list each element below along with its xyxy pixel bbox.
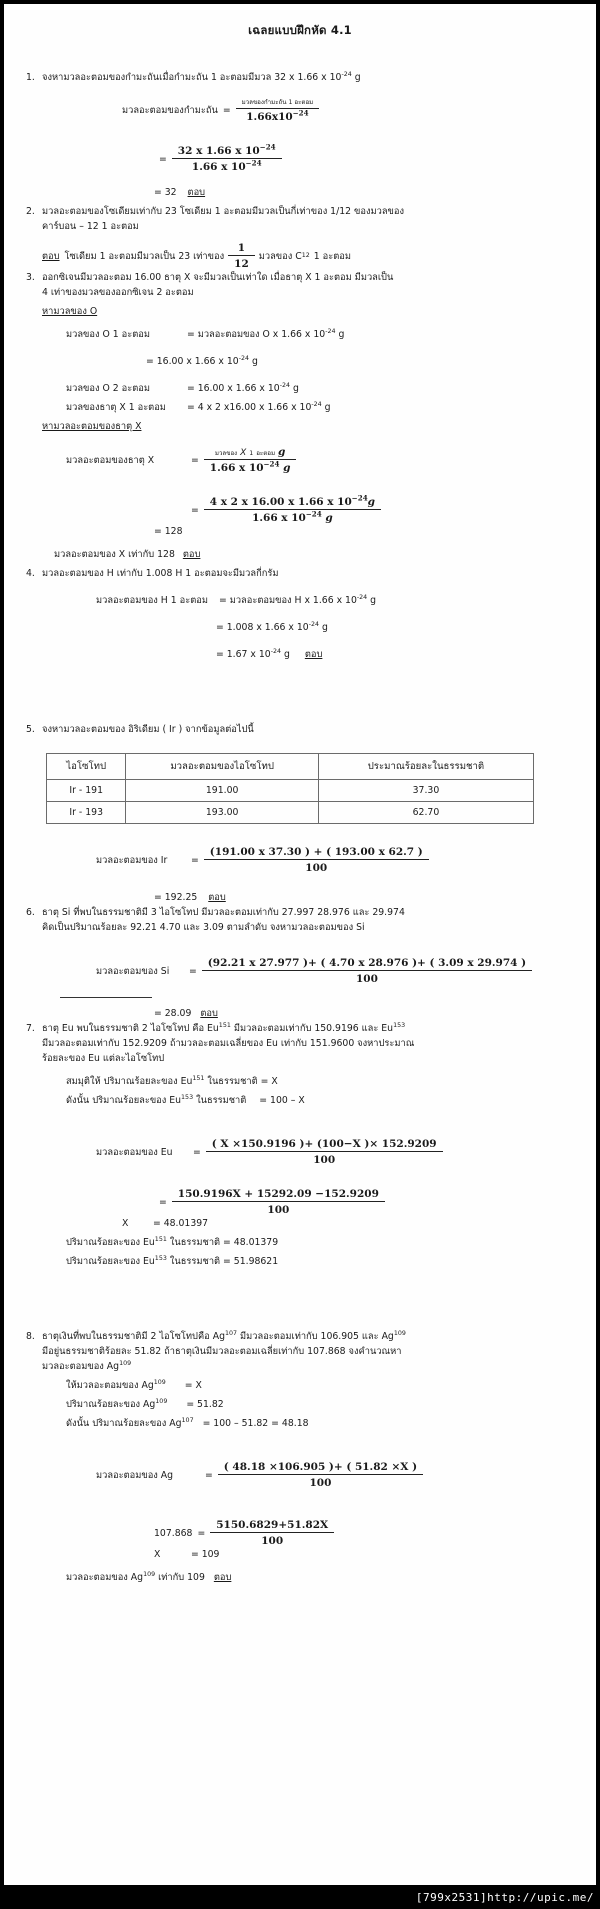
problem-1-equation-2	[4, 142, 596, 173]
answer-label: ตอบ	[200, 1008, 218, 1019]
fraction	[202, 957, 532, 985]
cell-isotope: Ir - 191	[47, 780, 126, 802]
fraction-numerator: (191.00 x 37.30 ) + ( 193.00 x 62.7 )	[204, 846, 429, 860]
problem-8-equation-1	[4, 1461, 596, 1489]
table-row	[47, 780, 534, 802]
fraction-numerator: 150.9196X + 15292.09 −152.9209	[172, 1188, 385, 1202]
problem-7-x-value: X = 48.01397	[122, 1218, 209, 1229]
problem-item-8	[4, 1329, 596, 1585]
cell-abundance: 62.70	[318, 802, 533, 824]
equals-sign: =	[222, 104, 231, 116]
equals-sign: =	[191, 454, 199, 466]
eq-label: มวลอะตอมของ Ag	[96, 1469, 174, 1481]
eq-label: มวลอะตอมของ Si	[96, 965, 170, 977]
fraction-denominator: 100	[305, 862, 328, 874]
answer-label: ตอบ	[187, 187, 206, 198]
problem-8-question-line2: มีอยู่นธรรมชาติร้อยละ 51.82 ถ้าธาตุเงินมีมวลอะตอมเฉลี่ยเท่ากับ 107.868 จงคำนวณหา	[42, 1346, 402, 1357]
problem-3-row-3: มวลของ O 2 อะตอม = 16.00 x 1.66 x $10^{-24}$ g	[66, 381, 299, 394]
answer-label: ตอบ	[213, 1572, 232, 1583]
problem-3-equation-2	[4, 493, 596, 524]
avg-mass-value: 107.868	[154, 1527, 193, 1539]
problem-7-equation-1	[4, 1138, 596, 1166]
item-number-7: 7.	[26, 1023, 35, 1034]
fraction-denominator: 1.66 x $10^{-24}$ g	[252, 509, 333, 524]
problem-2-question-line1: 2. มวลอะตอมของโซเดียมเท่ากับ 23 โซเดียม 1 อะตอมมีมวลเป็นกี่เท่าของ 1/12 ของมวลของ	[26, 206, 405, 217]
problem-1-result: = 32 ตอบ	[154, 187, 206, 198]
table-row	[47, 802, 534, 824]
problem-7-question-line1: 7. ธาตุ Eu พบในธรรมชาติ 2 ไอโซโทป คือ Eu$^{151}$ มีมวลอะตอมเท่ากับ 150.9196 และ Eu$^{153}$	[26, 1021, 406, 1034]
fraction	[204, 446, 297, 474]
equals-sign: =	[159, 153, 167, 165]
problem-item-1	[4, 70, 596, 200]
cell-isotope: Ir - 193	[47, 802, 126, 824]
equals-sign: =	[205, 1469, 213, 1481]
problem-7-assume-2: ดังนั้น ปริมาณร้อยละของ Eu$^{153}$ ในธรรมชาติ = 100 – X	[66, 1093, 305, 1106]
item-number-1: 1.	[26, 72, 35, 83]
problem-8-step-1: ให้มวลอะตอมของ Ag$^{109}$ = X	[66, 1378, 202, 1391]
fraction-denominator: 100	[267, 1204, 290, 1216]
problem-3-question-line1: 3. ออกซิเจนมีมวลอะตอม 16.00 ธาตุ X จะมีมวลเป็นเท่าใด เมื่อธาตุ X 1 อะตอม มีมวลเป็น	[26, 272, 394, 283]
fraction-denominator: 1.66 x $10^{-24}$	[191, 158, 262, 173]
item-number-2: 2.	[26, 206, 35, 217]
problem-item-3	[4, 270, 596, 562]
problem-3-subhead-oxygen: หามวลของ O	[42, 306, 98, 317]
problem-3-conclusion: มวลอะตอมของ X เท่ากับ 128 ตอบ	[54, 549, 201, 560]
fraction-numerator: มวลของกำมะถัน 1 อะตอม	[236, 97, 320, 109]
eq-label: มวลอะตอมของ Ir	[96, 854, 168, 866]
fraction	[204, 846, 429, 874]
equals-sign: =	[191, 854, 199, 866]
answer-label: ตอบ	[182, 549, 201, 560]
document-page	[4, 4, 596, 1885]
answer-label: ตอบ	[208, 892, 226, 903]
item-number-5: 5.	[26, 724, 35, 735]
fraction-numerator: 1	[228, 242, 255, 256]
problem-7-result-1: ปริมาณร้อยละของ Eu$^{151}$ ในธรรมชาติ = 48.01379	[66, 1235, 279, 1248]
problem-7-assume-1: สมมุติให้ ปริมาณร้อยละของ Eu$^{151}$ ในธรรมชาติ = X	[66, 1074, 278, 1087]
problem-6-question-line2: คิดเป็นปริมาณร้อยละ 92.21 4.70 และ 3.09 ตามลำดับ จงหามวลอะตอมของ Si	[42, 922, 365, 933]
fraction-denominator: 12	[234, 258, 249, 270]
problem-item-7	[4, 1021, 596, 1269]
table-header-atomic-mass: มวลอะตอมของไอโซโทป	[126, 754, 318, 780]
problem-4-question: 4. มวลอะตอมของ H เท่ากับ 1.008 H 1 อะตอมจะมีมวลกี่กรัม	[26, 568, 279, 579]
page-title: เฉลยแบบฝึกหัด 4.1	[248, 23, 352, 37]
table-header-abundance: ประมาณร้อยละในธรรมชาติ	[318, 754, 533, 780]
fraction	[204, 493, 381, 524]
problem-item-4	[4, 566, 596, 662]
fraction-denominator: 100	[309, 1477, 332, 1489]
fraction-numerator: (92.21 x 27.977 )+ ( 4.70 x 28.976 )+ ( 3.09 x 29.974 )	[202, 957, 532, 971]
problem-5-equation	[4, 846, 596, 874]
problem-item-5	[4, 722, 596, 905]
problem-8-question-line3: มวลอะตอมของ Ag$^{109}$	[42, 1359, 132, 1372]
equals-sign: =	[159, 1196, 167, 1208]
problem-8-conclusion: มวลอะตอมของ Ag$^{109}$ เท่ากับ 109 ตอบ	[66, 1570, 232, 1583]
table-header-isotope: ไอโซโทป	[47, 754, 126, 780]
fraction	[236, 97, 320, 123]
problem-6-result: = 28.09 ตอบ	[154, 1008, 218, 1019]
problem-2-answer: ตอบ โซเดียม 1 อะตอมมีมวลเป็น 23 เท่าของ $\frac{1}{12}$ มวลของ C 12 1 อะตอม	[42, 242, 351, 270]
answer-label: ตอบ	[42, 250, 60, 262]
sup-exp: -24	[341, 70, 352, 78]
footer-watermark	[0, 1885, 600, 1909]
problem-3-subhead-x: หามวลอะตอมของธาตุ X	[42, 421, 142, 432]
problem-8-question-line1: 8. ธาตุเงินที่พบในธรรมชาติมี 2 ไอโซโทปคือ Ag$^{107}$ มีมวลอะตอมเท่ากับ 106.905 และ Ag$^{109}$	[26, 1329, 406, 1342]
problem-6-equation	[4, 957, 596, 985]
problem-7-result-2: ปริมาณร้อยละของ Eu$^{153}$ ในธรรมชาติ = 51.98621	[66, 1254, 279, 1267]
equals-sign: =	[193, 1146, 201, 1158]
fraction-numerator: 32 x 1.66 x $10^{-24}$	[172, 145, 282, 159]
fraction	[172, 1188, 385, 1216]
fraction-numerator: ( X ×150.9196 )+ (100−X )× 152.9209	[206, 1138, 443, 1152]
problem-8-equation-2	[4, 1519, 596, 1547]
problem-3-result: = 128	[154, 526, 183, 537]
problem-7-equation-2	[4, 1188, 596, 1216]
problem-7-question-line2: มีมวลอะตอมเท่ากับ 152.9209 ถ้ามวลอะตอมเฉลี่ยของ Eu เท่ากับ 151.9600 จงหาประมาณ	[42, 1038, 415, 1049]
fraction	[210, 1519, 334, 1547]
problem-1-question: 1. จงหามวลอะตอมของกำมะถันเมื่อกำมะถัน 1 อะตอมมีมวล 32 x 1.66 x $10^{-24}$ g	[26, 70, 361, 83]
equals-sign: =	[197, 1527, 206, 1539]
item-number-6: 6.	[26, 907, 35, 918]
eq1-label: มวลอะตอมของกำมะถัน	[122, 104, 218, 116]
fraction-denominator: $1.66x10^{-24}$	[246, 108, 309, 123]
item-number-4: 4.	[26, 568, 35, 579]
eq-label: มวลอะตอมของธาตุ X	[66, 454, 155, 466]
problem-8-x-value: X = 109	[154, 1549, 220, 1560]
fraction-numerator: ( 48.18 ×106.905 )+ ( 51.82 ×X )	[218, 1461, 423, 1475]
problem-5-result: = 192.25 ตอบ	[154, 892, 226, 903]
problem-7-question-line3: ร้อยละของ Eu แต่ละไอโซโทป	[42, 1053, 165, 1064]
cell-atomic-mass: 193.00	[126, 802, 318, 824]
problem-item-2	[4, 204, 596, 270]
table-header-row	[47, 754, 534, 780]
fraction-denominator: 100	[313, 1154, 336, 1166]
problem-3-row-1: มวลของ O 1 อะตอม = มวลอะตอมของ O x 1.66 x $10^{-24}$ g	[66, 327, 345, 340]
problem-3-row-4: มวลของธาตุ X 1 อะตอม = 4 x 2 x16.00 x 1.66 x $10^{-24}$ g	[66, 400, 331, 413]
fraction-numerator: มวลของ X 1 อะตอม g	[204, 446, 297, 460]
cell-atomic-mass: 191.00	[126, 780, 318, 802]
problem-6-question-line1: 6. ธาตุ Si ที่พบในธรรมชาติมี 3 ไอโซโทป มีมวลอะตอมเท่ากับ 27.997 28.976 และ 29.974	[26, 907, 405, 918]
problem-4-row-2: = 1.008 x 1.66 x $10^{-24}$ g	[216, 620, 328, 633]
problem-item-6	[4, 905, 596, 1021]
problem-5-question: 5. จงหามวลอะตอมของ อิริเดียม ( Ir ) จากข้อมูลต่อไปนี้	[26, 724, 254, 735]
problem-2-question-line2: คาร์บอน – 12 1 อะตอม	[42, 221, 139, 232]
footer-text: [799x2531]http://upic.me/	[415, 1890, 594, 1904]
problem-3-row-2: = 16.00 x 1.66 x $10^{-24}$ g	[146, 354, 258, 367]
problem-3-question-line2: 4 เท่าของมวลของออกซิเจน 2 อะตอม	[42, 287, 194, 298]
fraction-denominator: 1.66 x $10^{-24}$ g	[209, 459, 291, 474]
item-number-3: 3.	[26, 272, 35, 283]
equals-sign: =	[191, 504, 199, 516]
fraction-denominator: 100	[261, 1535, 284, 1547]
problem-8-step-2: ปริมาณร้อยละของ Ag$^{109}$ = 51.82	[66, 1397, 224, 1410]
problem-3-equation-1	[4, 446, 596, 474]
eq-label: มวลอะตอมของ Eu	[96, 1146, 173, 1158]
fraction-numerator: 4 x 2 x 16.00 x 1.66 x $10^{-24}g$	[204, 496, 381, 510]
fraction-numerator: 5150.6829+51.82X	[210, 1519, 334, 1533]
problem-4-row-1: มวลอะตอมของ H 1 อะตอม = มวลอะตอมของ H x 1.66 x $10^{-24}$ g	[96, 593, 377, 606]
answer-label: ตอบ	[304, 649, 323, 660]
isotope-table	[46, 753, 534, 824]
problem-1-equation-1	[4, 97, 596, 123]
fraction	[172, 142, 282, 173]
item-number-8: 8.	[26, 1331, 35, 1342]
cell-abundance: 37.30	[318, 780, 533, 802]
fraction	[206, 1138, 443, 1166]
fraction	[218, 1461, 423, 1489]
equals-sign: =	[189, 965, 197, 977]
fraction	[228, 242, 255, 270]
problem-8-step-3: ดังนั้น ปริมาณร้อยละของ Ag$^{107}$ = 100 – 51.82 = 48.18	[66, 1416, 309, 1429]
problem-4-row-3: = 1.67 x $10^{-24}$ g ตอบ	[216, 647, 323, 660]
fraction-denominator: 100	[355, 973, 378, 985]
